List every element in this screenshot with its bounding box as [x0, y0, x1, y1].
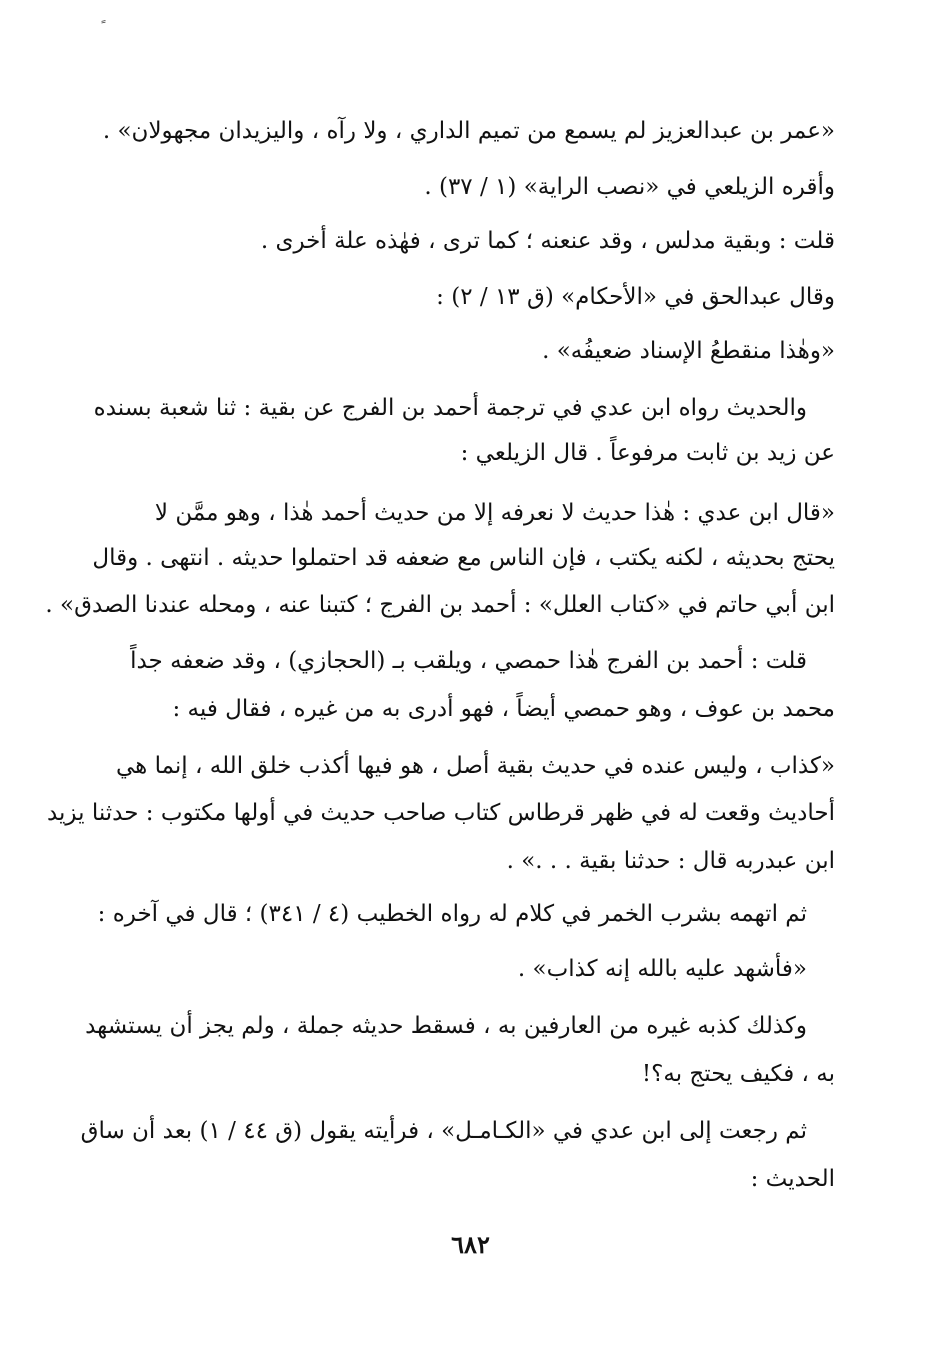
text-line: «وهٰذا منقطعُ الإسناد ضعيفُه» .	[542, 338, 835, 364]
text-line: به ، فكيف يحتج به؟!	[641, 1061, 835, 1087]
text-line: والحديث رواه ابن عدي في ترجمة أحمد بن الفرج عن بقية : ثنا شعبة بسنده	[93, 395, 807, 421]
text-line: وأقره الزيلعي في «نصب الراية» (١ / ٣٧) .	[424, 174, 835, 200]
text-line: عن زيد بن ثابت مرفوعاً . قال الزيلعي :	[460, 440, 835, 466]
text-line: محمد بن عوف ، وهو حمصي أيضاً ، فهو أدرى به من غيره ، فقال فيه :	[172, 696, 835, 722]
page-number: ٦٨٢	[451, 1230, 490, 1259]
text-line: «فأشهد عليه بالله إنه كذاب» .	[517, 956, 807, 982]
text-line: قلت : وبقية مدلس ، وقد عنعنه ؛ كما ترى ، فهٰذه علة أخرى .	[260, 228, 835, 254]
text-line: وقال عبدالحق في «الأحكام» (ق ١٣ / ٢) :	[436, 284, 835, 310]
text-line: الحديث :	[750, 1166, 835, 1192]
text-line: «عمر بن عبدالعزيز لم يسمع من تميم الداري ، ولا رآه ، واليزيدان مجهولان» .	[102, 118, 835, 144]
text-line: وكذلك كذبه غيره من العارفين به ، فسقط حديثه جملة ، ولم يجز أن يستشهد	[85, 1013, 807, 1039]
text-line: ثم اتهمه بشرب الخمر في كلام له رواه الخطيب (٤ / ٣٤١) ؛ قال في آخره :	[97, 901, 807, 927]
text-line: ابن عبدربه قال : حدثنا بقية . . .» .	[506, 848, 835, 874]
text-line: «كذاب ، وليس عنده في حديث بقية أصل ، هو فيها أكذب خلق الله ، إنما هي	[115, 753, 835, 779]
text-line: قلت : أحمد بن الفرج هٰذا حمصي ، ويلقب بـ (الحجازي) ، وقد ضعفه جداً	[130, 648, 807, 674]
text-line: يحتج بحديثه ، لكنه يكتب ، فإن الناس مع ضعفه قد احتملوا حديثه . انتهى . وقال	[92, 545, 835, 571]
text-line: أحاديث وقعت له في ظهر قرطاس كتاب صاحب حديث في أولها مكتوب : حدثنا يزيد	[46, 800, 835, 826]
text-line: ابن أبي حاتم في «كتاب العلل» : أحمد بن الفرج ؛ كتبنا عنه ، ومحله عندنا الصدق» .	[45, 592, 835, 618]
text-line: ثم رجعت إلى ابن عدي في «الكـامـل» ، فرأيته يقول (ق ٤٤ / ١) بعد أن ساق	[80, 1118, 807, 1144]
text-line: «قال ابن عدي : هٰذا حديث لا نعرفه إلا من حديث أحمد هٰذا ، وهو ممَّن لا	[154, 500, 835, 526]
